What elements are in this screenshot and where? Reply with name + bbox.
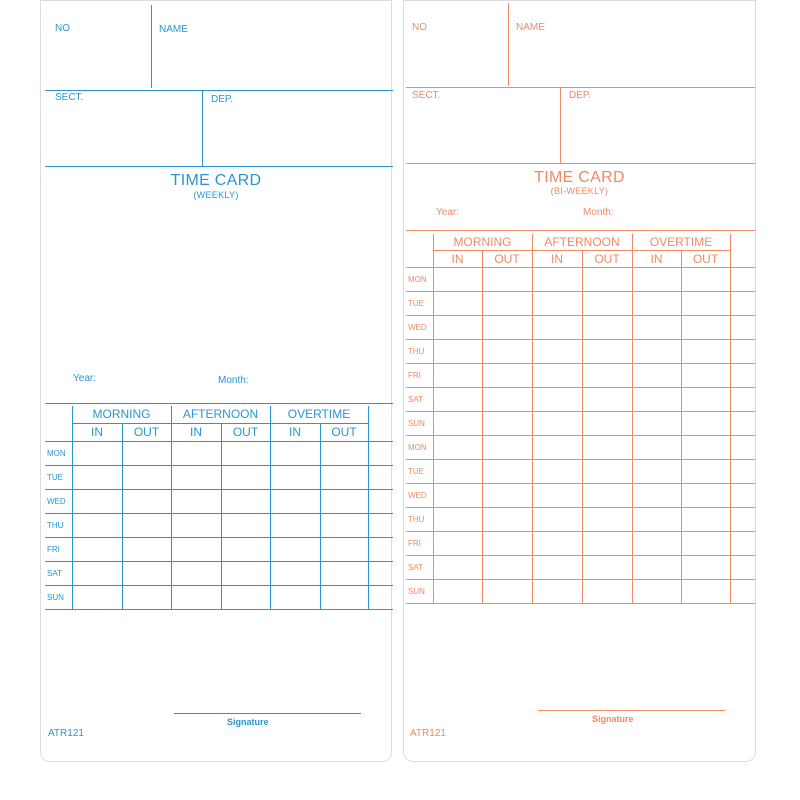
overtime-in-header: IN (270, 423, 320, 441)
time-entry-cell (532, 435, 582, 459)
dep-label: DEP. (211, 94, 234, 105)
time-entry-cell (270, 537, 320, 561)
time-entry-cell (433, 531, 482, 555)
time-entry-cell (482, 315, 532, 339)
sect-label: SECT. (55, 92, 84, 103)
day-label: WED (406, 483, 433, 507)
time-entry-cell (482, 507, 532, 531)
total-cell (730, 579, 755, 603)
grid-top-rule (45, 403, 393, 404)
time-entry-cell (482, 291, 532, 315)
day-label: SAT (406, 387, 433, 411)
time-entry-cell (582, 435, 632, 459)
day-row (406, 531, 755, 555)
time-entry-cell (532, 507, 582, 531)
day-label: SUN (406, 579, 433, 603)
year-label: Year: (73, 373, 96, 384)
day-label: FRI (406, 531, 433, 555)
time-entry-cell (681, 579, 730, 603)
time-entry-cell (582, 363, 632, 387)
weekly-time-grid (45, 406, 393, 610)
day-row (406, 579, 755, 603)
no-name-divider (508, 3, 509, 86)
time-entry-cell (270, 513, 320, 537)
signature-label: Signature (592, 714, 634, 724)
day-row (45, 561, 393, 585)
signature-line (538, 710, 725, 711)
time-entry-cell (320, 561, 368, 585)
day-label: MON (406, 435, 433, 459)
time-entry-cell (532, 531, 582, 555)
time-entry-cell (582, 579, 632, 603)
time-entry-cell (582, 267, 632, 291)
day-row (406, 435, 755, 459)
time-entry-cell (482, 267, 532, 291)
morning-out-header: OUT (482, 250, 532, 267)
time-entry-cell (582, 483, 632, 507)
biweekly-time-grid (406, 234, 755, 604)
time-entry-cell (582, 315, 632, 339)
time-entry-cell (482, 363, 532, 387)
time-entry-cell (582, 507, 632, 531)
time-entry-cell (320, 513, 368, 537)
time-entry-cell (72, 537, 122, 561)
day-label: SAT (45, 561, 72, 585)
day-label: THU (406, 339, 433, 363)
total-column-header (368, 406, 393, 441)
time-entry-cell (72, 513, 122, 537)
time-entry-cell (681, 291, 730, 315)
total-cell (730, 267, 755, 291)
time-entry-cell (532, 315, 582, 339)
time-entry-cell (532, 339, 582, 363)
weekly-grid-body (45, 441, 393, 609)
afternoon-header: AFTERNOON (171, 406, 270, 423)
time-entry-cell (582, 555, 632, 579)
time-entry-cell (72, 561, 122, 585)
afternoon-out-header: OUT (221, 423, 270, 441)
sect-dep-divider (560, 88, 561, 163)
time-entry-cell (632, 555, 681, 579)
time-entry-cell (632, 459, 681, 483)
time-entry-cell (532, 579, 582, 603)
time-entry-cell (320, 585, 368, 609)
total-column-header (730, 234, 755, 267)
time-entry-cell (482, 531, 532, 555)
time-entry-cell (270, 441, 320, 465)
time-entry-cell (221, 489, 270, 513)
header-rule (406, 87, 755, 88)
time-entry-cell (681, 483, 730, 507)
morning-in-header: IN (72, 423, 122, 441)
time-entry-cell (122, 561, 171, 585)
no-label: NO (412, 22, 427, 33)
time-entry-cell (482, 387, 532, 411)
total-cell (730, 435, 755, 459)
card-title: TIME CARD (534, 169, 625, 186)
day-row (45, 513, 393, 537)
afternoon-in-header: IN (171, 423, 221, 441)
day-label: TUE (406, 291, 433, 315)
time-entry-cell (171, 513, 221, 537)
day-row (45, 585, 393, 609)
time-entry-cell (320, 465, 368, 489)
overtime-out-header: OUT (320, 423, 368, 441)
time-entry-cell (171, 441, 221, 465)
time-entry-cell (632, 363, 681, 387)
sect-dep-divider (202, 91, 203, 166)
time-entry-cell (532, 555, 582, 579)
time-entry-cell (632, 435, 681, 459)
time-entry-cell (171, 585, 221, 609)
month-label: Month: (583, 207, 614, 218)
overtime-header: OVERTIME (632, 234, 730, 250)
year-label: Year: (436, 207, 459, 218)
time-entry-cell (433, 363, 482, 387)
total-cell (368, 561, 393, 585)
day-label: THU (406, 507, 433, 531)
time-entry-cell (270, 561, 320, 585)
time-entry-cell (433, 387, 482, 411)
afternoon-out-header: OUT (582, 250, 632, 267)
day-row (406, 483, 755, 507)
time-entry-cell (681, 459, 730, 483)
time-entry-cell (482, 579, 532, 603)
overtime-out-header: OUT (681, 250, 730, 267)
time-entry-cell (482, 555, 532, 579)
time-entry-cell (221, 513, 270, 537)
day-row (406, 411, 755, 435)
day-row (406, 507, 755, 531)
total-cell (730, 507, 755, 531)
time-entry-cell (532, 459, 582, 483)
month-label: Month: (218, 375, 249, 386)
time-entry-cell (632, 411, 681, 435)
time-entry-cell (632, 315, 681, 339)
form-code: ATR121 (48, 728, 84, 739)
day-label: FRI (406, 363, 433, 387)
time-entry-cell (681, 531, 730, 555)
time-entry-cell (221, 537, 270, 561)
no-name-divider (151, 5, 152, 88)
weekly-time-card (40, 0, 392, 762)
time-entry-cell (582, 291, 632, 315)
biweekly-grid-body (406, 267, 755, 603)
time-entry-cell (122, 537, 171, 561)
morning-out-header: OUT (122, 423, 171, 441)
time-entry-cell (221, 441, 270, 465)
total-cell (730, 387, 755, 411)
name-label: NAME (516, 22, 545, 33)
time-entry-cell (532, 291, 582, 315)
time-entry-cell (72, 489, 122, 513)
time-entry-cell (681, 555, 730, 579)
time-entry-cell (320, 537, 368, 561)
time-entry-cell (433, 507, 482, 531)
signature-label: Signature (227, 717, 269, 727)
header-rule (45, 90, 393, 91)
day-row (45, 441, 393, 465)
time-entry-cell (122, 489, 171, 513)
total-cell (368, 585, 393, 609)
day-row (406, 387, 755, 411)
total-cell (368, 441, 393, 465)
time-entry-cell (532, 411, 582, 435)
header-bottom-rule (45, 166, 393, 167)
total-cell (730, 411, 755, 435)
grid-corner (406, 234, 433, 267)
total-cell (730, 363, 755, 387)
time-entry-cell (632, 387, 681, 411)
total-cell (368, 513, 393, 537)
total-cell (730, 459, 755, 483)
time-entry-cell (433, 291, 482, 315)
dep-label: DEP. (569, 90, 592, 101)
total-cell (730, 483, 755, 507)
time-entry-cell (632, 267, 681, 291)
card-subtitle: (WEEKLY) (193, 190, 239, 200)
time-entry-cell (72, 465, 122, 489)
time-entry-cell (532, 483, 582, 507)
time-entry-cell (433, 339, 482, 363)
time-entry-cell (681, 387, 730, 411)
time-entry-cell (632, 291, 681, 315)
time-entry-cell (171, 537, 221, 561)
grid-top-rule (406, 230, 755, 231)
time-entry-cell (681, 411, 730, 435)
day-label: MON (406, 267, 433, 291)
time-entry-cell (122, 513, 171, 537)
morning-header: MORNING (72, 406, 171, 423)
time-entry-cell (433, 315, 482, 339)
time-entry-cell (122, 441, 171, 465)
day-row (406, 315, 755, 339)
day-label: WED (406, 315, 433, 339)
morning-header: MORNING (433, 234, 532, 250)
time-entry-cell (171, 489, 221, 513)
name-label: NAME (159, 24, 188, 35)
time-entry-cell (433, 435, 482, 459)
time-entry-cell (72, 585, 122, 609)
time-entry-cell (270, 489, 320, 513)
total-cell (730, 531, 755, 555)
day-label: WED (45, 489, 72, 513)
day-row (45, 465, 393, 489)
header-bottom-rule (406, 163, 755, 164)
time-entry-cell (482, 339, 532, 363)
time-entry-cell (681, 339, 730, 363)
time-entry-cell (270, 465, 320, 489)
time-entry-cell (582, 531, 632, 555)
day-label: SAT (406, 555, 433, 579)
time-entry-cell (681, 267, 730, 291)
overtime-header: OVERTIME (270, 406, 368, 423)
total-cell (368, 465, 393, 489)
time-entry-cell (681, 363, 730, 387)
sect-label: SECT. (412, 90, 441, 101)
time-entry-cell (632, 579, 681, 603)
day-label: THU (45, 513, 72, 537)
time-entry-cell (433, 483, 482, 507)
day-label: SUN (45, 585, 72, 609)
time-entry-cell (221, 561, 270, 585)
time-entry-cell (482, 459, 532, 483)
time-entry-cell (582, 339, 632, 363)
biweekly-time-card (403, 0, 756, 762)
day-row (406, 291, 755, 315)
form-code: ATR121 (410, 728, 446, 739)
time-entry-cell (482, 483, 532, 507)
time-entry-cell (681, 435, 730, 459)
total-cell (730, 339, 755, 363)
time-entry-cell (582, 459, 632, 483)
day-label: TUE (45, 465, 72, 489)
time-entry-cell (122, 465, 171, 489)
morning-in-header: IN (433, 250, 482, 267)
time-entry-cell (433, 555, 482, 579)
time-entry-cell (532, 387, 582, 411)
time-entry-cell (482, 411, 532, 435)
time-entry-cell (171, 561, 221, 585)
day-row (406, 363, 755, 387)
day-row (45, 537, 393, 561)
total-cell (730, 291, 755, 315)
day-row (406, 267, 755, 291)
afternoon-header: AFTERNOON (532, 234, 632, 250)
no-label: NO (55, 23, 70, 34)
day-row (406, 459, 755, 483)
time-entry-cell (681, 315, 730, 339)
total-cell (368, 489, 393, 513)
time-entry-cell (632, 507, 681, 531)
grid-corner (45, 406, 72, 441)
time-entry-cell (532, 363, 582, 387)
total-cell (730, 315, 755, 339)
time-entry-cell (433, 267, 482, 291)
time-entry-cell (681, 507, 730, 531)
day-row (406, 339, 755, 363)
time-entry-cell (270, 585, 320, 609)
total-cell (368, 537, 393, 561)
day-label: TUE (406, 459, 433, 483)
time-entry-cell (433, 459, 482, 483)
time-entry-cell (582, 387, 632, 411)
day-row (45, 489, 393, 513)
total-cell (730, 555, 755, 579)
time-entry-cell (221, 465, 270, 489)
card-subtitle: (BI-WEEKLY) (550, 186, 609, 196)
time-entry-cell (221, 585, 270, 609)
time-entry-cell (122, 585, 171, 609)
day-label: MON (45, 441, 72, 465)
time-entry-cell (433, 411, 482, 435)
signature-line (174, 713, 361, 714)
day-label: FRI (45, 537, 72, 561)
time-entry-cell (320, 489, 368, 513)
time-entry-cell (632, 483, 681, 507)
time-entry-cell (532, 267, 582, 291)
day-row (406, 555, 755, 579)
time-entry-cell (72, 441, 122, 465)
day-label: SUN (406, 411, 433, 435)
time-entry-cell (632, 339, 681, 363)
time-entry-cell (632, 531, 681, 555)
afternoon-in-header: IN (532, 250, 582, 267)
card-title: TIME CARD (170, 172, 262, 189)
time-entry-cell (171, 465, 221, 489)
time-entry-cell (582, 411, 632, 435)
time-entry-cell (482, 435, 532, 459)
time-entry-cell (433, 579, 482, 603)
overtime-in-header: IN (632, 250, 681, 267)
time-entry-cell (320, 441, 368, 465)
